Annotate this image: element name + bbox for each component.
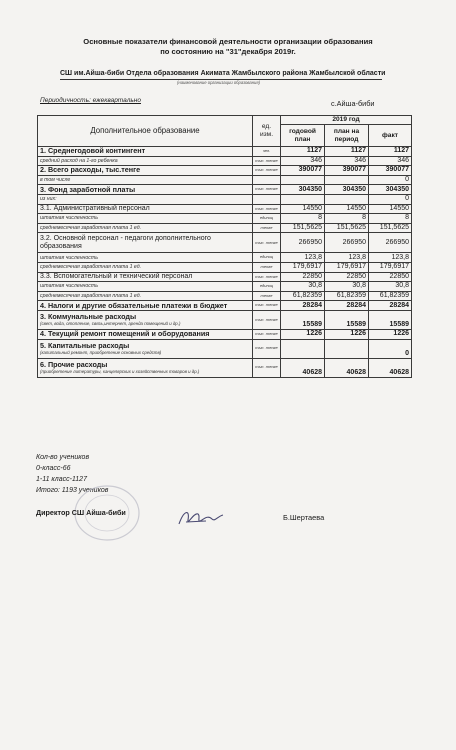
- row-name-text: 5. Капитальные расходы: [40, 340, 130, 350]
- row-name: [38, 185, 253, 195]
- row-unit: тенге: [253, 262, 281, 272]
- row-annual-plan: [281, 175, 325, 185]
- row-annual-plan: 15589: [281, 310, 325, 329]
- row-name: [38, 262, 253, 272]
- row-fact: 22850: [369, 272, 412, 282]
- row-subtitle: (приобретение литературы, канцелярских и хозяйственных товаров и др.): [40, 368, 200, 374]
- row-period-plan: 123,8: [325, 253, 369, 263]
- signature-icon: [176, 506, 226, 530]
- row-period-plan: 390077: [325, 166, 369, 176]
- row-unit: тыс. тенге: [253, 358, 281, 377]
- row-fact: 123,8: [369, 253, 412, 263]
- row-annual-plan: 28284: [281, 301, 325, 311]
- row-period-plan: 1127: [325, 147, 369, 157]
- row-name-text: 2. Всего расходы, тыс.тенге: [40, 165, 141, 175]
- table-row: [38, 156, 412, 166]
- row-name: [38, 204, 253, 214]
- row-annual-plan: 179,6917: [281, 262, 325, 272]
- table-row: [38, 175, 412, 185]
- organization-name: СШ им.Айша-биби Отдела образования Акимата Жамбылского района Жамбылской области: [60, 70, 386, 77]
- table-body: [38, 147, 412, 378]
- row-unit: тыс. тенге: [253, 166, 281, 176]
- row-name-text: из них:: [40, 196, 57, 203]
- row-name: [38, 214, 253, 224]
- row-name: [38, 147, 253, 157]
- row-period-plan: 30,8: [325, 282, 369, 292]
- header-year: 2019 год: [281, 116, 412, 125]
- row-unit: тенге: [253, 223, 281, 233]
- row-annual-plan: 14550: [281, 204, 325, 214]
- row-unit: единиц: [253, 282, 281, 292]
- row-unit: тыс. тенге: [253, 233, 281, 253]
- row-annual-plan: 304350: [281, 185, 325, 195]
- row-period-plan: 40628: [325, 358, 369, 377]
- row-fact: 0: [369, 175, 412, 185]
- header-period-plan: план на период: [325, 125, 369, 147]
- row-name-text: штатная численность: [40, 254, 98, 261]
- row-name-text: 3.1. Административный персонал: [40, 204, 150, 212]
- row-name: [38, 253, 253, 263]
- row-period-plan: 179,6917: [325, 262, 369, 272]
- row-annual-plan: 1226: [281, 329, 325, 339]
- table-row: [38, 233, 412, 253]
- row-annual-plan: 22850: [281, 272, 325, 282]
- row-fact: 179,6917: [369, 262, 412, 272]
- row-fact: 28284: [369, 301, 412, 311]
- row-name-text: среднемесячная заработная плата 1 ед.: [40, 293, 142, 300]
- organization-hint: (наименование организации образования): [177, 80, 260, 85]
- header-name: Дополнительное образование: [38, 116, 253, 147]
- row-annual-plan: 123,8: [281, 253, 325, 263]
- row-annual-plan: 266950: [281, 233, 325, 253]
- row-name-text: 4. Текущий ремонт помещений и оборудования: [40, 329, 210, 339]
- row-name: [38, 291, 253, 301]
- document-title-line2: по состоянию на "31"декабря 2019г.: [160, 47, 296, 56]
- row-annual-plan: 30,8: [281, 282, 325, 292]
- row-fact: 151,5625: [369, 223, 412, 233]
- document-title-line1: Основные показатели финансовой деятельности организации образования: [83, 37, 373, 46]
- row-name-text: 6. Прочие расходы: [40, 359, 108, 369]
- row-unit: тыс. тенге: [253, 329, 281, 339]
- signatory-name: Б.Шертаева: [283, 513, 325, 522]
- row-period-plan: 22850: [325, 272, 369, 282]
- table-row: [38, 282, 412, 292]
- table-row: [38, 358, 412, 377]
- row-unit: единиц: [253, 253, 281, 263]
- row-period-plan: 304350: [325, 185, 369, 195]
- row-period-plan: [325, 175, 369, 185]
- table-row: [38, 185, 412, 195]
- row-unit: тыс. тенге: [253, 310, 281, 329]
- row-annual-plan: 346: [281, 156, 325, 166]
- row-unit: тыс. тенге: [253, 301, 281, 311]
- row-name: [38, 175, 253, 185]
- row-name-text: 1. Среднегодовой контингент: [40, 146, 146, 156]
- row-name: [38, 166, 253, 176]
- row-name-text: в том числе: [40, 177, 71, 184]
- row-subtitle: (капитальный ремонт, приобретение основных средств): [40, 349, 162, 355]
- row-name: [38, 282, 253, 292]
- financial-table: [37, 115, 412, 378]
- row-name: [38, 339, 253, 358]
- row-name-text: 3.2. Основной персонал - педагоги дополнительного образования: [40, 234, 211, 250]
- row-period-plan: 151,5625: [325, 223, 369, 233]
- table-row: [38, 301, 412, 311]
- table-row: [38, 310, 412, 329]
- notes-line: 1-11 класс-1127: [36, 476, 87, 483]
- notes-line: Итого: 1193 учеников: [36, 487, 109, 494]
- row-annual-plan: [281, 339, 325, 358]
- header-unit: ед. изм.: [253, 116, 281, 147]
- table-row: [38, 262, 412, 272]
- row-name-text: 3. Коммунальные расходы: [40, 312, 137, 322]
- table-row: [38, 272, 412, 282]
- row-fact: 390077: [369, 166, 412, 176]
- table-row: [38, 339, 412, 358]
- table-row: [38, 214, 412, 224]
- place-name: с.Айша-биби: [331, 99, 375, 108]
- table-row: [38, 329, 412, 339]
- row-annual-plan: 8: [281, 214, 325, 224]
- row-fact: 346: [369, 156, 412, 166]
- row-period-plan: [325, 194, 369, 204]
- row-fact: 1226: [369, 329, 412, 339]
- row-period-plan: 8: [325, 214, 369, 224]
- row-name-text: 3. Фонд заработной платы: [40, 184, 136, 194]
- table-row: [38, 204, 412, 214]
- row-name-text: среднемесячная заработная плата 1 ед.: [40, 225, 142, 232]
- table-row: [38, 147, 412, 157]
- table-row: [38, 253, 412, 263]
- row-annual-plan: 151,5625: [281, 223, 325, 233]
- row-name-text: штатная численность: [40, 283, 98, 290]
- row-fact: 15589: [369, 310, 412, 329]
- row-name-text: 3.3. Вспомогательный и технический персонал: [40, 272, 193, 280]
- row-unit: тыс. тенге: [253, 339, 281, 358]
- header-annual-plan: годовой план: [281, 125, 325, 147]
- row-annual-plan: 40628: [281, 358, 325, 377]
- row-name: [38, 194, 253, 204]
- row-subtitle: (свет, вода, отопление, связь,интернет, аренда помещений и др.): [40, 321, 181, 327]
- row-fact: 14550: [369, 204, 412, 214]
- row-name: [38, 310, 253, 329]
- row-name: [38, 223, 253, 233]
- row-unit: тыс. тенге: [253, 185, 281, 195]
- row-period-plan: 28284: [325, 301, 369, 311]
- table-row: [38, 166, 412, 176]
- notes-line: 0-класс-66: [36, 465, 71, 472]
- row-period-plan: 61,82359: [325, 291, 369, 301]
- row-fact: 8: [369, 214, 412, 224]
- row-name-text: средний расход на 1-го ребенка: [40, 157, 118, 164]
- row-unit: тыс. тенге: [253, 156, 281, 166]
- periodicity: Периодичность: ежеквартально: [40, 97, 141, 104]
- row-unit: [253, 194, 281, 204]
- row-period-plan: 346: [325, 156, 369, 166]
- row-fact: 1127: [369, 147, 412, 157]
- table-row: [38, 223, 412, 233]
- row-period-plan: [325, 339, 369, 358]
- row-annual-plan: [281, 194, 325, 204]
- table-row: [38, 291, 412, 301]
- row-name: [38, 329, 253, 339]
- row-name: [38, 233, 253, 253]
- row-unit: тенге: [253, 291, 281, 301]
- row-period-plan: 14550: [325, 204, 369, 214]
- row-unit: тыс. тенге: [253, 204, 281, 214]
- row-fact: 0: [369, 339, 412, 358]
- row-period-plan: 1226: [325, 329, 369, 339]
- row-annual-plan: 61,82359: [281, 291, 325, 301]
- row-unit: [253, 175, 281, 185]
- row-unit: единиц: [253, 214, 281, 224]
- notes-line: Кол-во учеников: [36, 454, 90, 461]
- row-fact: 30,8: [369, 282, 412, 292]
- row-unit: тыс. тенге: [253, 272, 281, 282]
- row-unit: чел.: [253, 147, 281, 157]
- row-fact: 40628: [369, 358, 412, 377]
- director-title: Директор СШ Айша-биби: [36, 508, 126, 517]
- row-name-text: среднемесячная заработная плата 1 ед.: [40, 264, 142, 271]
- row-name: [38, 156, 253, 166]
- row-name: [38, 272, 253, 282]
- row-name: [38, 301, 253, 311]
- row-fact: 304350: [369, 185, 412, 195]
- row-fact: 61,82359: [369, 291, 412, 301]
- row-name-text: 4. Налоги и другие обязательные платежи в бюджет: [40, 300, 228, 310]
- row-name: [38, 358, 253, 377]
- header-fact: факт: [369, 125, 412, 147]
- row-annual-plan: 390077: [281, 166, 325, 176]
- row-name-text: штатная численность: [40, 215, 98, 222]
- row-fact: 0: [369, 194, 412, 204]
- row-period-plan: 15589: [325, 310, 369, 329]
- table-row: [38, 194, 412, 204]
- row-annual-plan: 1127: [281, 147, 325, 157]
- row-fact: 266950: [369, 233, 412, 253]
- row-period-plan: 266950: [325, 233, 369, 253]
